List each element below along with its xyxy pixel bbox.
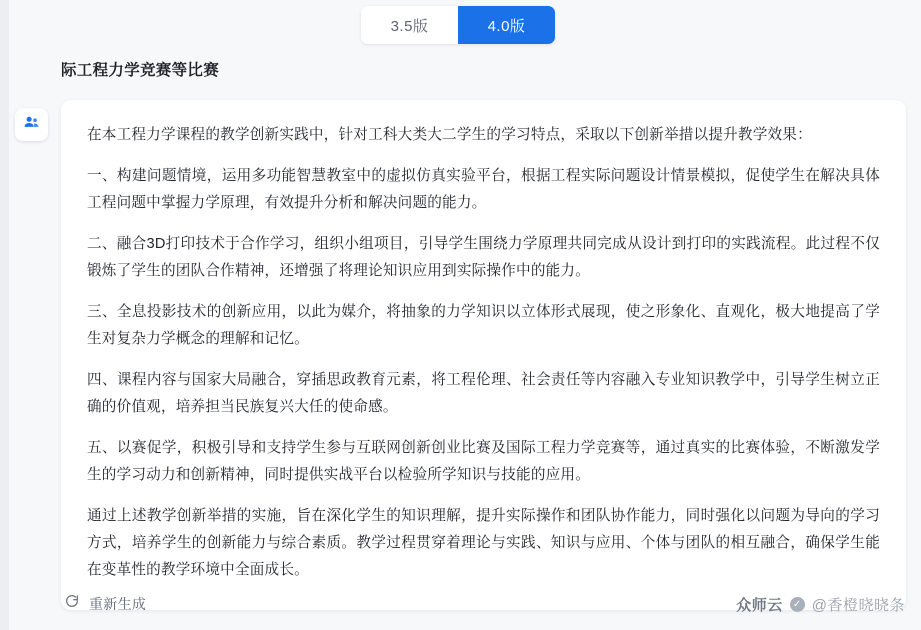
message-paragraph: 三、全息投影技术的创新应用，以此为媒介，将抽象的力学知识以立体形式展现，使之形象化、直观化，极大地提高了学生对复杂力学概念的理解和记忆。 xyxy=(87,304,880,347)
verified-badge-icon: ✓ xyxy=(790,597,805,612)
watermark xyxy=(736,594,905,615)
version-option-40[interactable]: 4.0版 xyxy=(458,6,555,44)
version-option-35[interactable]: 3.5版 xyxy=(361,6,458,44)
chat-page xyxy=(9,0,921,630)
watermark-account: @香橙晓晓条 xyxy=(811,597,905,614)
message-paragraph: 二、融合3D打印技术于合作学习，组织小组项目，引导学生围绕力学原理共同完成从设计到打印的实践流程。此过程不仅锻炼了学生的团队合作精神，还增强了将理论知识应用到实际操作中的能力。 xyxy=(87,236,880,279)
regenerate-label: 重新生成 xyxy=(89,595,147,612)
message-paragraph: 在本工程力学课程的教学创新实践中，针对工科大类大二学生的学习特点，采取以下创新举措以提升教学效果： xyxy=(87,127,812,143)
user-group-icon xyxy=(22,113,41,137)
message-paragraph: 四、课程内容与国家大局融合，穿插思政教育元素，将工程伦理、社会责任等内容融入专业知识教学中，引导学生树立正确的价值观，培养担当民族复兴大任的使命感。 xyxy=(87,372,880,415)
message-paragraph: 通过上述教学创新举措的实施，旨在深化学生的知识理解，提升实际操作和团队协作能力，同时强化以问题为导向的学习方式，培养学生的创新能力与综合素质。教学过程贯穿着理论与实践、知识与应用、个体与团队的相互融合，确保学生能在变革性的教学环境中全面成长。 xyxy=(87,508,880,578)
assistant-message-card xyxy=(61,100,906,610)
version-toggle[interactable] xyxy=(361,6,555,44)
message-paragraph: 五、以赛促学，积极引导和支持学生参与互联网创新创业比赛及国际工程力学竞赛等，通过真实的比赛体验，不断激发学生的学习动力和创新精神，同时提供实战平台以检验所学知识与技能的应用。 xyxy=(87,440,880,483)
regenerate-button[interactable] xyxy=(64,593,146,614)
watermark-logo-text: 众师云 xyxy=(736,597,783,614)
refresh-icon xyxy=(64,593,80,614)
truncated-previous-line: 际工程力学竞赛等比赛 xyxy=(61,62,220,79)
message-paragraph: 一、构建问题情境，运用多功能智慧教室中的虚拟仿真实验平台，根据工程实际问题设计情景模拟，促使学生在解决具体工程问题中掌握力学原理，有效提升分析和解决问题的能力。 xyxy=(87,168,880,211)
avatar xyxy=(15,108,48,141)
